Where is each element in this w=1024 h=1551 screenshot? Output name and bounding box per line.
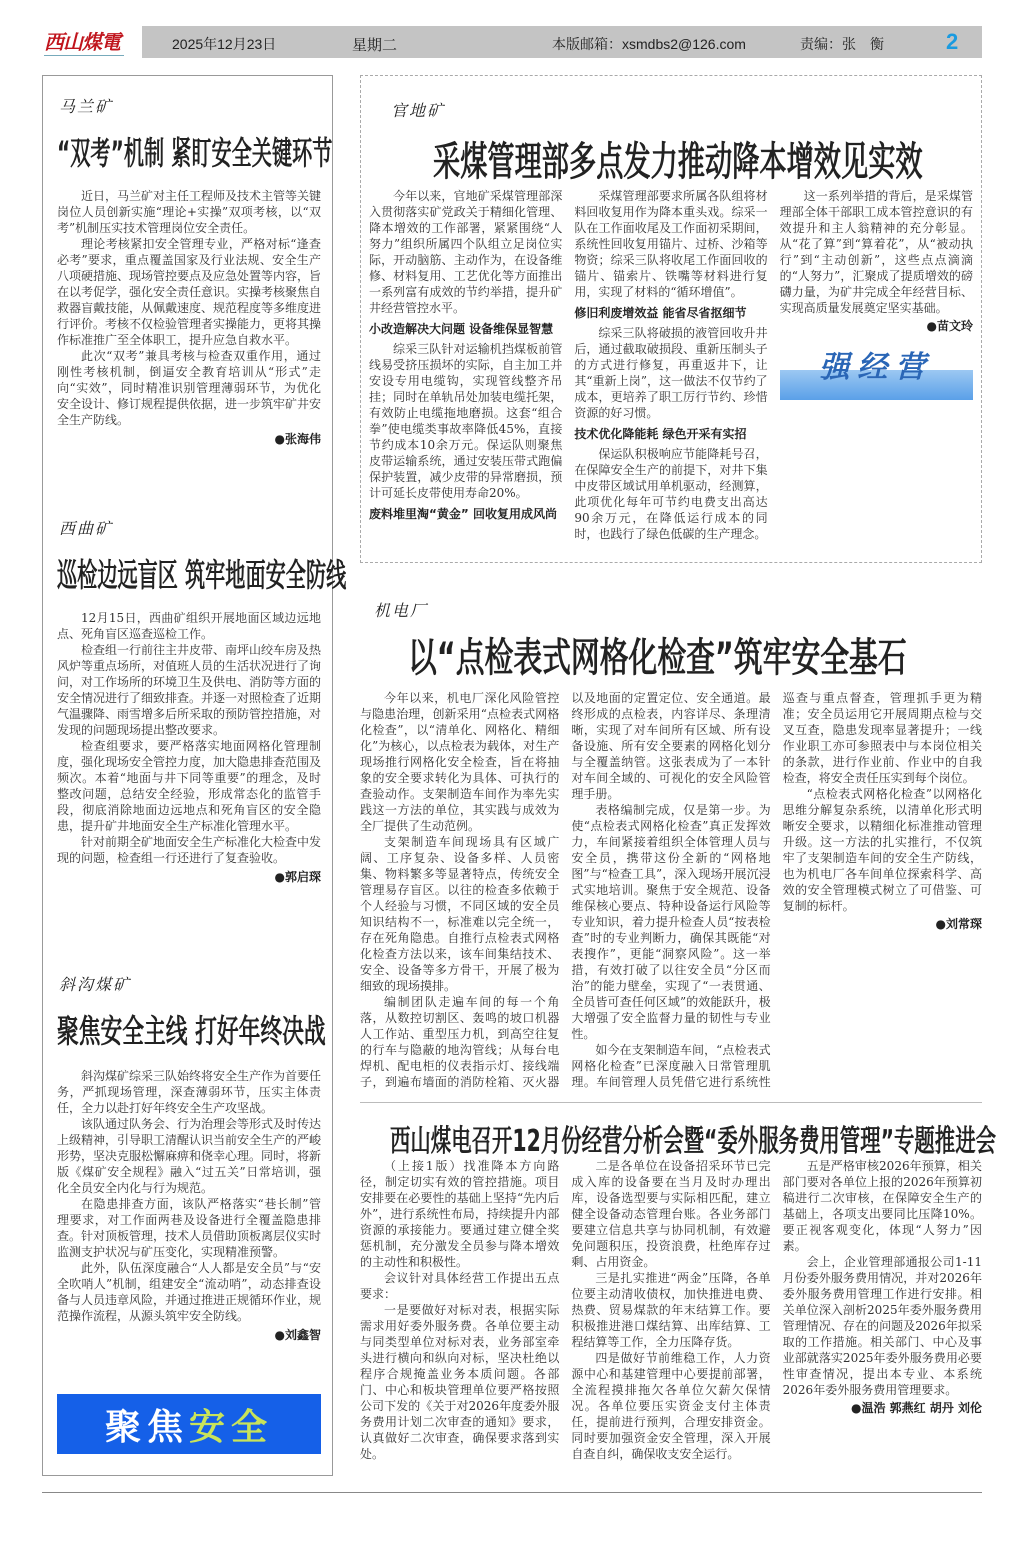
- paragraph: 采煤管理部要求所属各队组将材料回收复用作为降本重头戏。综采一队在工作面收尾及工作面初采期间，系统性回收复用锚片、过桥、沙箱等物资；综采三队将收尾工作面回收的锚片、锚索片、铁嘴等材料进行复用，实现了材料的“循环增值”。: [574, 189, 768, 299]
- subheading: 废料堆里淘“黄金” 回收复用成风尚: [369, 507, 557, 521]
- paragraph: 此外，队伍深度融合“人人都是安全员”与“安全吹哨人”机制，组建安全“流动哨”，动态排查设备与人员违章风险，并通过推进正规循环作业，规范操作流程，从源头筑牢安全防线。: [57, 1261, 322, 1323]
- paragraph: 会上，企业管理部通报公司1-11月份委外服务费用情况，并对2026年委外服务费用管理工作进行安排。相关单位深入剖析2025年委外服务费用管理情况、存在的问题及2026年拟采取的工作措施。相关部门、中心及事业部就落实2025年委外服务费用必要性审查情况，提出本专业、本系统2026年委外服务费用管理要求。: [782, 1255, 982, 1397]
- divider: [360, 1102, 982, 1103]
- strong-operation-banner: 强经营: [780, 340, 973, 400]
- article-body-meeting: [360, 1158, 982, 1488]
- meeting-article: [360, 1110, 997, 1488]
- paragraph: 检查组要求，要严格落实地面网格化管理制度，强化现场安全管控力度，加大隐患排查范围及频次。本着“地面与井下同等重要”的理念，及时整改问题，总结安全经验，形成常态化的监管手段，彻底消除地面边远地点和死角盲区的安全隐患，提升矿井地面安全生产标准化管理水平。: [57, 739, 322, 833]
- paragraph: 支架制造车间现场具有区域广阔、工序复杂、设备多样、人员密集、物料繁多等显著特点，传统安全管理易存盲区。以往的检查多依赖于个人经验与习惯，不同区域的安全员知识结构不一，标准难以完全统一，存在死角隐患。自推行点检表式网格化检查方法以来，该车间集结技术、安全、设备等多方骨干，开展了极为细致的现场摸排。: [360, 835, 560, 993]
- article-title-xiqu: 巡检边远盲区 筑牢地面安全防线: [57, 556, 347, 594]
- paragraph: 表格编制完成，仅是第一步。为使“点检表式网格化检查”真正发挥效力，车间紧接着组织全体管理人员与安全员，携带这份全新的“网格地图”与“检查工具”，深入现场开展沉浸式实地培训。聚焦于安全规范、设备维保核心要点、特种设备运行风险等专业知识，着力提升检查人员“按表检查”时的专业判断力，确保其既能“对表搜作”，更能“洞察风险”。这一举措，有效打破了以往安全员“分区而治”的能力壁垒，实现了“一表贯通、全员皆可查任何区域”的效能跃升，极大增强了安全监督力量的韧性与专业性。: [571, 803, 771, 1041]
- paragraph: 在隐患排查方面，该队严格落实“巷长制”管理要求，对工作面两巷及设备进行全覆盖隐患排查。针对顶板管理，技术人员借助顶板离层仪实时监测支护状况与矿压变化，实现精准预警。: [57, 1197, 322, 1259]
- jidian-article: [360, 590, 982, 1096]
- article-body-jidian: [360, 690, 982, 1096]
- byline: ●刘鑫智: [274, 1328, 321, 1342]
- paragraph: 今年以来，官地矿采煤管理部深入贯彻落实矿党政关于精细化管理、降本增效的工作部署，紧紧围绕“人努力”组织所属四个队组立足岗位实际，开动脑筋、主动作为，在设备维修、材料复用、工艺优化等方面推出一系列富有成效的节约举措，提升矿井经营管控水平。: [369, 189, 563, 315]
- paragraph: “点检表式网格化检查”以网格化思维分解复杂系统，以清单化形式明晰安全要求，以精细化标准推动管理升级。这一方法的扎实推行，不仅筑牢了支架制造车间的安全生产防线，也为机电厂各车间单位探索科学、高效的安全管理模式树立了可借鉴、可复制的标杆。: [782, 787, 982, 913]
- page-header-bar: [142, 26, 982, 58]
- issue-date: 2025年12月23日: [172, 36, 277, 52]
- page-bottom-rule: [42, 1492, 982, 1493]
- paragraph: 该队通过队务会、行为治理会等形式及时传达上级精神，引导职工清醒认识当前安全生产的严峻形势，坚决克服松懈麻痹和侥幸心理。同时，将新版《煤矿安全规程》融入“过五关”日常培训，强化全员安全内化与行为规范。: [57, 1117, 322, 1195]
- paragraph: 如今在支架制造车间，“点检表式网格化检查”已深度融入日常管理肌理。车间管理人员凭借它进行系统性巡查与重点督查，管理抓手更为精准；安全员运用它开展周期点检与交叉互查，隐患发现率显著提升；一线作业职工亦可参照表中与本岗位相关的条款，进行作业前、作业中的自我检查，将安全责任压实到每个岗位。: [571, 691, 982, 1089]
- section-label-malan: 马兰矿: [59, 97, 114, 116]
- banner-text-green: 安全: [189, 1406, 274, 1448]
- subheading: 修旧利废增效益 能省尽省抠细节: [574, 306, 747, 320]
- left-news-column: [42, 75, 347, 1476]
- article-body-xiqu: [57, 610, 321, 866]
- article-body-xiegou: [57, 1068, 321, 1324]
- article-title-guandi: 采煤管理部多点发力推动降本增效见实效: [433, 139, 923, 185]
- paragraph: 四是做好节前维稳工作，人力资源中心和基建管理中心要提前部署，全流程摸排拖欠各单位欠薪欠保情况。各单位要压实资金支付主体责任，提前进行预判，合理安排资金。同时要加强资金安全管理，深入开展自查自纠，确保收支安全运行。: [571, 1351, 771, 1461]
- focus-safety-banner: [57, 1394, 321, 1454]
- banner-text-white: 聚焦: [104, 1406, 189, 1448]
- paragraph: 二是各单位在设备招采环节已完成入库的设备要在当月及时办理出库，设备选型要与实际相匹配，建立健全设备动态管理台账。各业务部门要建立信息共享与协同机制，有效避免问题积压，投资浪费，杜绝库存过剩、占用资金。: [571, 1159, 771, 1269]
- paragraph: 12月15日，西曲矿组织开展地面区域边远地点、死角盲区巡查巡检工作。: [57, 611, 321, 641]
- article-title-meeting: 西山煤电召开12月份经营分析会暨“委外服务费用管理”专题推进会: [390, 1124, 997, 1159]
- paragraph: 五是严格审核2026年预算，相关部门要对各单位上报的2026年预算初稿进行二次审核，在保障安全生产的基础上，各项支出要同比压降10%。要正视客观变化，体现“人努力”因素。: [782, 1159, 982, 1253]
- paragraph: 检查组一行前往主井皮带、南坪山绞车房及热风炉等重点场所，对值班人员的生活状况进行了询问，对工作场所的环境卫生及供电、消防等方面的安全情况进行了细致排查。并逐一对照检查了近期气温骤降、雨雪增多后所采取的预防管控措施，对发现的问题现场提出整改要求。: [57, 643, 322, 737]
- page-email: 本版邮箱：xsmdbs2@126.com: [552, 36, 746, 52]
- paragraph: 斜沟煤矿综采三队始终将安全生产作为首要任务，严抓现场管理，深查薄弱环节，压实主体责任，全力以赴打好年终安全生产攻坚战。: [57, 1069, 322, 1115]
- article-title-malan: “双考”机制 紧盯安全关键环节: [57, 134, 333, 172]
- byline: ●刘常琛: [935, 917, 982, 931]
- weekday: 星期二: [352, 37, 398, 54]
- paragraph: 此次“双考”兼具考核与检查双重作用，通过刚性考核机制，倒逼安全教育培训从“形式”走向“实效”，同时精准识别管理薄弱环节，为优化安全设计、修订规程提供依据，进一步筑牢矿井安全生产防线。: [57, 349, 322, 427]
- paragraph: 综采三队将破损的液管回收升井后，通过截取破损段、重新压制头子的方式进行修复，再重返井下，让其“重新上岗”，这一做法不仅节约了成本，更培养了职工厉行节约、珍惜资源的好习惯。: [574, 326, 768, 420]
- byline: ●温浩 郭燕红 胡丹 刘伦: [850, 1401, 982, 1415]
- byline: ●张海伟: [274, 432, 321, 446]
- section-label-jidian: 机电厂: [374, 601, 429, 620]
- article-body-malan: [57, 188, 321, 428]
- paragraph: 近日，马兰矿对主任工程师及技术主管等关键岗位人员创新实施“理论+实操”双项考核，以“双考”机制压实技术管理岗位安全责任。: [57, 189, 322, 235]
- guandi-article: [360, 75, 982, 563]
- subheading: 技术优化降能耗 绿色开采有实招: [574, 427, 747, 441]
- section-label-xiegou: 斜沟煤矿: [59, 975, 132, 994]
- section-label-guandi: 官地矿: [391, 101, 446, 120]
- paragraph: 理论考核紧扣安全管理专业，严格对标“逢查必考”要求，重点覆盖国家及行业法规、安全生产八项硬措施、现场管控要点及应急处置等内容，旨在以考促学，强化安全责任意识。实操考核聚焦自救器盲戴技能，从佩戴速度、规范程度等多维度进行评价。考核不仅检验管理者实操能力，更将其操作标准推广至全体职工，提升应急自救水平。: [57, 237, 322, 347]
- paragraph: （上接1版）找准降本方向路径，制定切实有效的管控措施。项目安排要在必要性的基础上坚持“先内后外”，进行系统性布局，持续提升内部资源的承接能力。要通过建立健全奖惩机制，充分激发全员参与降本增效的主动性和积极性。: [360, 1159, 560, 1269]
- newspaper-logo: 西山煤電: [44, 26, 124, 56]
- paragraph: 三是扎实推进“两金”压降，各单位要主动清收债权，加快推进电费、热费、贸易煤款的年末结算工作。要积极推进港口煤结算、出库结算、工程结算等工作，全力压降存货。: [571, 1271, 771, 1349]
- byline: ●郭启琛: [274, 870, 321, 884]
- paragraph: 这一系列举措的背后，是采煤管理部全体干部职工成本管控意识的有效提升和主人翁精神的充分彰显。从“花了算”到“算着花”，从“被动执行”到“主动创新”，这些点点滴滴的“人努力”，汇聚成了提质增效的磅礴力量，为矿井完成全年经营目标、实现高质量发展奠定坚实基础。: [779, 189, 973, 315]
- editor: 责编：张 衡: [800, 36, 884, 52]
- subheading: 小改造解决大问题 设备维保显智慧: [369, 322, 554, 336]
- paragraph: 保运队积极响应节能降耗号召，在保障安全生产的前提下，对井下集中皮带区域试用单机驱动，经测算，此项优化每年可节约电费支出高达90余万元，在降低运行成本的同时，也践行了绿色低碳的生产理念。: [574, 447, 768, 541]
- article-title-xiegou: 聚焦安全主线 打好年终决战: [57, 1012, 326, 1050]
- article-title-jidian: 以“点检表式网格化检查”筑牢安全基石: [408, 635, 907, 681]
- paragraph: 一是要做好对标对表，根据实际需求用好委外服务费。各单位要主动与同类型单位对标对表，业务部室牵头进行横向和纵向对标，坚决杜绝以程序合规掩盖业务本质问题。各部门、中心和板块管理单位要严格按照公司下发的《关于对2026年度委外服务费用计划二次审查的通知》要求，认真做好二次审查，确保要求落到实处。: [360, 1303, 560, 1461]
- paragraph: 编制团队走遍车间的每一个角落，从数控切割区、轰鸣的坡口机器人工作站、重型压力机，到高空往复的行车与隐蔽的地沟管线；从每台电焊机、配电柜的仪表指示灯、接线端子，到遍布墙面的消防栓箱、灭火器以及地面的定置定位、安全通道。最终形成的点检表，内容详尽、条理清晰，实现了对车间所有区域、所有设备设施、所有安全要素的网格化划分与全覆盖纳管。这张表成为了一本针对车间全域的、可视化的安全风险管理手册。: [360, 691, 771, 1089]
- byline: ●苗文玲: [926, 319, 973, 333]
- section-label-xiqu: 西曲矿: [59, 519, 114, 538]
- page-number: 2: [946, 29, 959, 54]
- paragraph: 综采三队针对运输机挡煤板前管线易受挤压损坏的实际，自主加工并安设专用电缆钩，实现管线整齐吊挂；同时在单轨吊处加装电缆托架，有效防止电缆拖地磨损。这套“组合拳”使电缆类事故率降低45%，直接节约成本10余万元。保运队则聚焦皮带运输系统，通过安装压带式跑偏保护装置，减少皮带的异常磨损，预计可延长皮带使用寿命20%。: [369, 342, 563, 500]
- paragraph: 会议针对具体经营工作提出五点要求：: [360, 1271, 560, 1301]
- paragraph: 今年以来，机电厂深化风险管控与隐患治理，创新采用“点检表式网格化检查”，以“清单化、网格化、精细化”为核心，以点检表为载体，对生产现场推行网格化安全检查，旨在将抽象的安全要求转化为具体、可执行的查验动作。支架制造车间作为率先实践这一方法的单位，其实践与成效为全厂提供了生动范例。: [360, 691, 560, 833]
- paragraph: 针对前期全矿地面安全生产标准化大检查中发现的问题，检查组一行还进行了复查验收。: [57, 835, 322, 865]
